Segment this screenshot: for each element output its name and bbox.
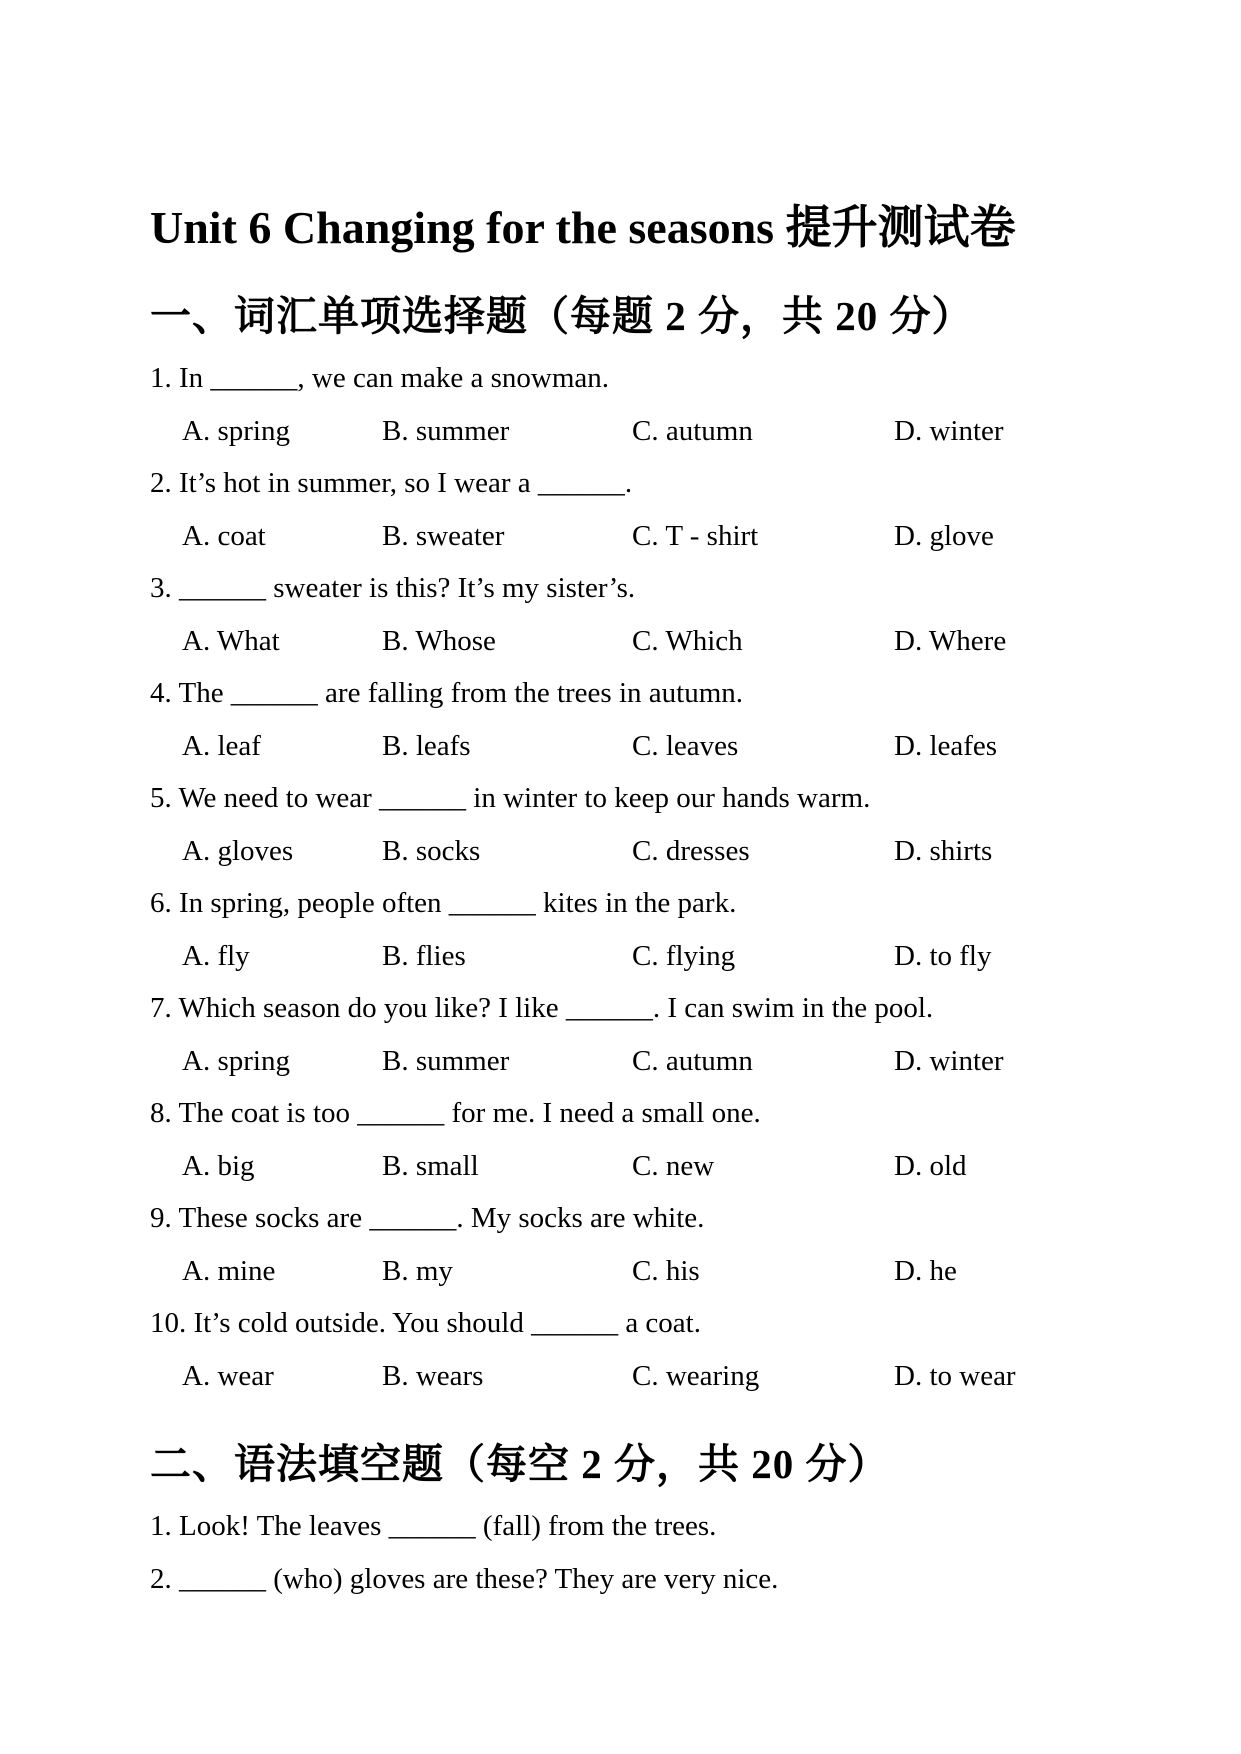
- question-text: 2. It’s hot in summer, so I wear a ______.: [150, 467, 633, 499]
- options-row: [150, 405, 1181, 458]
- page-title: Unit 6 Changing for the seasons 提升测试卷: [150, 202, 1016, 253]
- option-d: D. old: [894, 1149, 967, 1182]
- options-row: [150, 1035, 1181, 1088]
- option-a: A. fly: [182, 939, 250, 972]
- option-a: A. gloves: [182, 834, 294, 867]
- option-c: C. flying: [632, 939, 736, 972]
- option-a: A. leaf: [182, 729, 261, 762]
- option-c: C. autumn: [632, 1044, 753, 1077]
- option-b: B. socks: [382, 834, 481, 867]
- option-a: A. coat: [182, 519, 266, 552]
- option-c: C. autumn: [632, 414, 753, 447]
- option-b: B. my: [382, 1254, 453, 1287]
- section: [150, 1438, 1181, 1605]
- sections-container: [150, 290, 1181, 1605]
- options-row: [150, 1350, 1181, 1403]
- question-text: 2. ______ (who) gloves are these? They are very nice.: [150, 1562, 779, 1595]
- option-a: A. spring: [182, 414, 290, 447]
- option-c: C. leaves: [632, 729, 739, 762]
- option-d: D. winter: [894, 1044, 1004, 1077]
- option-b: B. summer: [382, 414, 510, 447]
- option-a: A. big: [182, 1149, 255, 1182]
- option-d: D. to fly: [894, 939, 992, 972]
- question-text: 3. ______ sweater is this? It’s my sister’s.: [150, 572, 636, 604]
- question-text: 1. Look! The leaves ______ (fall) from the trees.: [150, 1510, 717, 1542]
- option-a: A. wear: [182, 1359, 274, 1392]
- option-d: D. Where: [894, 624, 1007, 657]
- option-d: D. he: [894, 1254, 957, 1287]
- option-b: B. flies: [382, 939, 466, 972]
- option-b: B. wears: [382, 1359, 484, 1392]
- section: [150, 290, 1181, 1402]
- options-row: [150, 930, 1181, 983]
- question-text: 1. In ______, we can make a snowman.: [150, 362, 610, 394]
- option-c: C. new: [632, 1149, 715, 1182]
- question-text: 4. The ______ are falling from the trees in autumn.: [150, 677, 743, 709]
- option-d: D. glove: [894, 519, 994, 552]
- options-row: [150, 615, 1181, 668]
- option-b: B. sweater: [382, 519, 505, 552]
- option-d: D. winter: [894, 414, 1004, 447]
- option-a: A. spring: [182, 1044, 290, 1077]
- option-b: B. small: [382, 1149, 479, 1182]
- question-text: 10. It’s cold outside. You should ______ a coat.: [150, 1307, 701, 1339]
- option-a: A. What: [182, 624, 280, 657]
- option-b: B. Whose: [382, 624, 496, 657]
- option-b: B. summer: [382, 1044, 510, 1077]
- question-text: 9. These socks are ______. My socks are white.: [150, 1202, 705, 1234]
- option-a: A. mine: [182, 1254, 276, 1287]
- options-row: [150, 510, 1181, 563]
- option-b: B. leafs: [382, 729, 471, 762]
- option-c: C. his: [632, 1254, 700, 1287]
- options-row: [150, 1245, 1181, 1298]
- option-c: C. dresses: [632, 834, 750, 867]
- option-d: D. shirts: [894, 834, 993, 867]
- section-heading: 二、语法填空题（每空 2 分，共 20 分）: [150, 1441, 890, 1487]
- options-row: [150, 1140, 1181, 1193]
- options-row: [150, 720, 1181, 773]
- option-c: C. Which: [632, 624, 743, 657]
- option-c: C. T - shirt: [632, 519, 759, 552]
- option-d: D. to wear: [894, 1359, 1016, 1392]
- option-d: D. leafes: [894, 729, 998, 762]
- options-row: [150, 825, 1181, 878]
- section-heading: 一、词汇单项选择题（每题 2 分，共 20 分）: [150, 293, 974, 339]
- question-text: 6. In spring, people often ______ kites in the park.: [150, 887, 737, 919]
- option-c: C. wearing: [632, 1359, 760, 1392]
- question-text: 8. The coat is too ______ for me. I need a small one.: [150, 1097, 761, 1129]
- question-text: 5. We need to wear ______ in winter to keep our hands warm.: [150, 782, 871, 814]
- question-text: 7. Which season do you like? I like ______. I can swim in the pool.: [150, 992, 934, 1024]
